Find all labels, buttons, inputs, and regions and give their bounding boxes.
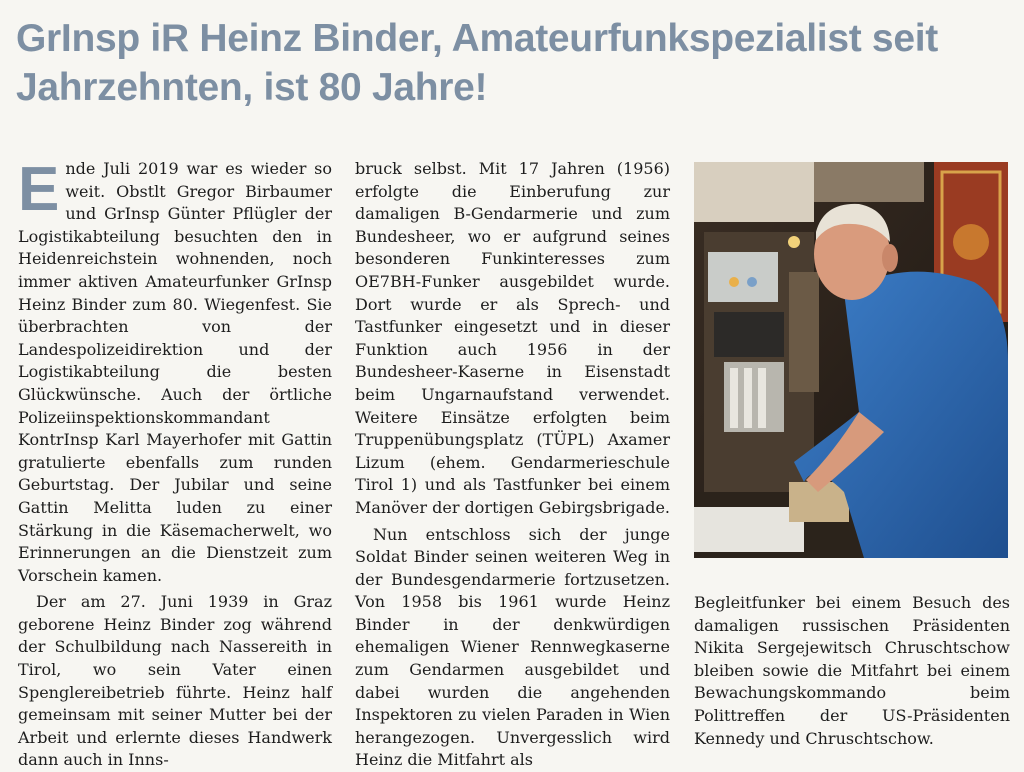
article-headline: GrInsp iR Heinz Binder, Amateurfunkspezialist seit Jahrzehnten, ist 80 Jahre! bbox=[16, 14, 1006, 112]
drop-cap: E bbox=[18, 162, 59, 218]
paragraph-1-text: nde Juli 2019 war es wieder so weit. Obstlt Gregor Birbaumer und GrInsp Günter Pflügler der Logistikabteilung besuchten den in Heidenreichstein wohnenden, noch immer aktiven Amateurfunker GrInsp Heinz Binder zum 80. Wiegenfest. Sie überbrachten von der Landespolizeidirektion und der Logistikabteilung die besten Glückwünsche. Auch der örtliche Polizeiinspektionskommandant KontrInsp Karl Mayerhofer mit Gattin gratulierte ebenfalls zum runden Geburtstag. Der Jubilar und seine Gattin Melitta luden zu einer Stärkung in die Käsemacherwelt, wo Erinnerungen an die Dienstzeit zum Vorschein kamen. bbox=[18, 159, 332, 585]
paragraph-1 bbox=[18, 158, 332, 587]
paragraph-4: Nun entschloss sich der junge Soldat Binder seinen weiteren Weg in der Bundesgendarmerie fortzusetzen. Von 1958 bis 1961 wurde Heinz Binder in der denkwürdigen ehemaligen Wiener Rennwegkaserne zum Gendarmen ausgebildet und dabei wurden die angehenden Inspektoren zu vielen Paraden in Wien herangezogen. Unvergesslich wird Heinz die Mitfahrt als bbox=[355, 524, 670, 772]
photo-radio-operator-illustration bbox=[694, 162, 1008, 558]
article-photo bbox=[694, 162, 1008, 558]
paragraph-2: Der am 27. Juni 1939 in Graz geborene Heinz Binder zog während der Schulbildung nach Nassereith in Tirol, wo sein Vater einen Spenglereibetrieb führte. Heinz half gemeinsam mit seiner Mutter bei der Arbeit und erlernte dieses Handwerk dann auch in Inns- bbox=[18, 591, 332, 772]
article-column-3 bbox=[694, 592, 1010, 750]
article-column-2 bbox=[355, 158, 670, 772]
paragraph-3: bruck selbst. Mit 17 Jahren (1956) erfolgte die Einberufung zur damaligen B-Gendarmerie und zum Bundesheer, wo er aufgrund seines besonderen Funkinteresses zum OE7BH-Funker ausgebildet wurde. Dort wurde er als Sprech- und Tastfunker eingesetzt und in dieser Funktion auch 1956 in der Bundesheer-Kaserne in Eisenstadt beim Ungarnaufstand verwendet. Weitere Einsätze erfolgten beim Truppenübungsplatz (TÜPL) Axamer Lizum (ehem. Gendarmerieschule Tirol 1) und als Tastfunker bei einem Manöver der dortigen Gebirgsbrigade. bbox=[355, 158, 670, 520]
paragraph-5: Begleitfunker bei einem Besuch des damaligen russischen Präsidenten Nikita Sergejewitsch Chruschtschow bleiben sowie die Mitfahrt bei einem Bewachungskommando beim Polittreffen der US-Präsidenten Kennedy und Chruschtschow. bbox=[694, 592, 1010, 750]
article-column-1 bbox=[18, 158, 332, 772]
